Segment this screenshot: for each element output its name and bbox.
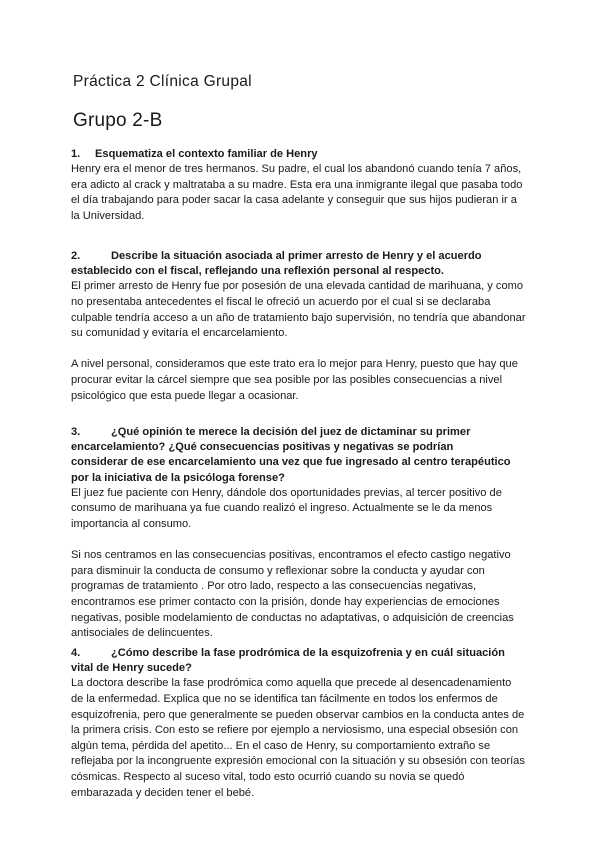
question-line: encarcelamiento? ¿Qué consecuencias positivas y negativas se podrían (71, 441, 454, 454)
answer-line: encontramos ese primer contacto con la prisión, donde hay experiencias de emociones (71, 595, 500, 608)
answer-line: su comunidad y evitaría el encarcelamiento. (71, 327, 288, 340)
question-number: 3. (71, 426, 81, 438)
answer-line: El juez fue paciente con Henry, dándole dos oportunidades previas, al tercer positivo de (71, 486, 502, 499)
answer-line: algún tema, pérdida del apetito... En el caso de Henry, su comportamiento extraño se (71, 739, 491, 752)
answer-line: de la enfermedad. Explica que no se identifica tan fácilmente en todos los enfermos de (71, 693, 498, 705)
question-line: ¿Cómo describe la fase prodrómica de la esquizofrenia y en cuál situación (111, 647, 505, 659)
answer-line: procurar evitar la cárcel siempre que sea posible por las posibles consecuencias a nivel (71, 373, 503, 386)
question-number: 4. (71, 647, 81, 659)
question-1 (71, 147, 533, 162)
section-3 (71, 425, 533, 642)
answer-line: la Universidad. (71, 209, 145, 222)
section-2 (71, 249, 533, 404)
answer-paragraph (71, 676, 533, 801)
answer-line: Si nos centramos en las consecuencias positivas, encontramos el efecto castigo negativo (71, 549, 511, 562)
answer-line: Henry era el menor de tres hermanos. Su padre, el cual los abandonó cuando tenía 7 años, (71, 163, 522, 176)
answer-line: esquizofrenia, pero que generalmente se pueden observar cambios en la conducta antes de (71, 708, 525, 721)
answer-line: embarazada y deciden tener el bebé. (71, 786, 255, 799)
question-line: por la iniciativa de la psicóloga forense? (71, 471, 285, 484)
answer-line: el día trabajando para poder sacar la casa adelante y conseguir que sus hijos pudieran ir a (71, 194, 517, 207)
answer-paragraph (71, 357, 533, 404)
question-line: vital de Henry sucede? (71, 662, 192, 675)
answer-line: consumo de marihuana ya fue cuando realizó el ingreso. Actualmente se le da menos (71, 502, 493, 515)
question-line: ¿Qué opinión te merece la decisión del juez de dictaminar su primer (111, 426, 471, 438)
answer-paragraph (71, 162, 533, 224)
answer-line: antisociales de delincuentes. (71, 627, 213, 640)
question-line: Esquematiza el contexto familiar de Henry (95, 148, 318, 160)
answer-line: culpable tendría acceso a un año de tratamiento bajo supervisión, no tendría que abandonar (71, 311, 526, 324)
answer-line: La doctora describe la fase prodrómica como aquella que precede al desencadenamiento (71, 677, 512, 690)
question-3 (71, 425, 533, 486)
answer-paragraph (71, 548, 533, 642)
question-line: Describe la situación asociada al primer arresto de Henry y el acuerdo (111, 250, 482, 262)
group-heading: Grupo 2-B (73, 110, 163, 131)
document-title: Práctica 2 Clínica Grupal (73, 73, 252, 90)
question-line: considerar de ese encarcelamiento una vez que fue ingresado al centro terapéutico (71, 456, 511, 469)
section-4 (71, 646, 533, 801)
question-2 (71, 249, 533, 279)
answer-line: para disminuir la conducta de consumo y reflexionar sobre la conducta y ayudar con (71, 564, 485, 577)
answer-line: importancia al consumo. (71, 518, 192, 530)
answer-line: reflejaba por la incongruente expresión emocional con la situación y su obsesión con teorías (71, 755, 525, 768)
section-1 (71, 147, 533, 225)
answer-line: programas de tratamiento . Por otro lado, respecto a las consecuencias negativas, (71, 580, 477, 593)
answer-line: cósmicas. Respecto al suceso vital, todo esto ocurrió cuando su novia se quedó (71, 770, 465, 783)
answer-line: la primera crisis. Con esto se refiere por ejemplo a nerviosismo, una especial obsesión con (71, 724, 519, 737)
answer-line: negativas, posible modelamiento de conductas no adaptativas, o adquisición de creencias (71, 611, 514, 624)
answer-line: no presentaba antecedentes el fiscal le ofreció un acuerdo por el cual si se declaraba (71, 296, 491, 308)
question-line: establecido con el fiscal, reflejando una reflexión personal al respecto. (71, 265, 444, 278)
question-number: 1. (71, 148, 81, 160)
answer-line: psicológico que esta puede llegar a ocasionar. (71, 389, 299, 402)
answer-line: era adicto al crack y maltrataba a su madre. Esta era una inmigrante ilegal que pasaba todo (71, 178, 523, 191)
answer-paragraph (71, 279, 533, 341)
question-number: 2. (71, 250, 81, 262)
answer-paragraph (71, 486, 533, 533)
answer-line: El primer arresto de Henry fue por posesión de una elevada cantidad de marihuana, y como (71, 280, 524, 293)
question-4 (71, 646, 533, 676)
answer-line: A nivel personal, consideramos que este trato era lo mejor para Henry, puesto que hay que (71, 358, 518, 371)
